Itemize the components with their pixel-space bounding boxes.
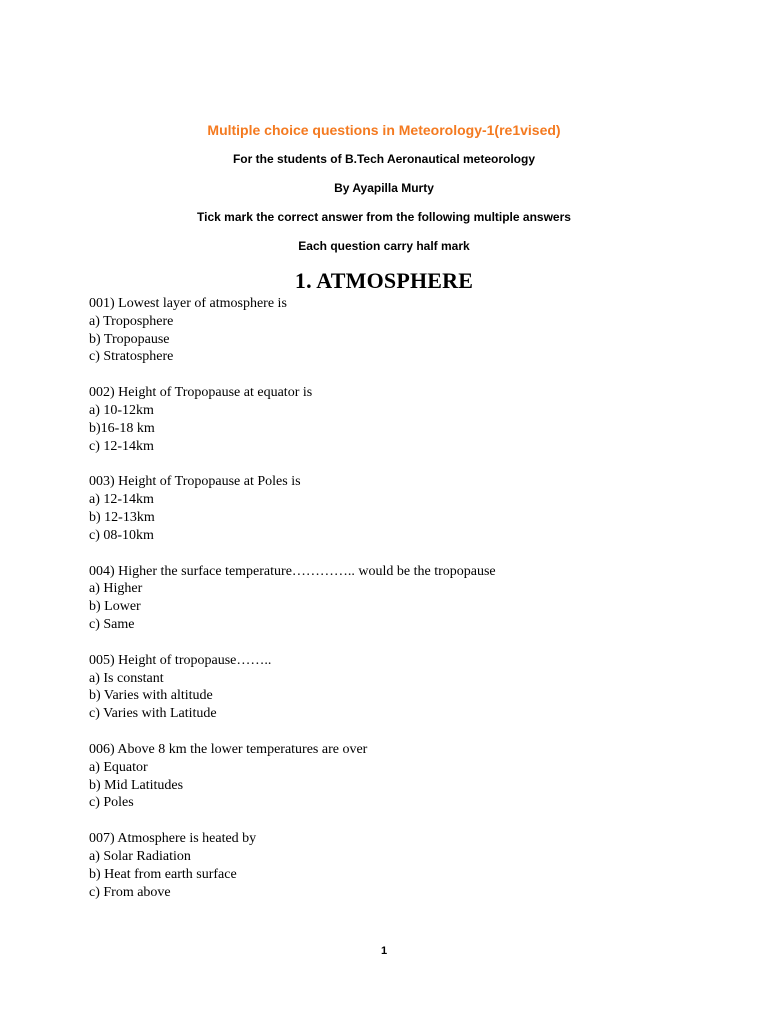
document-title: Multiple choice questions in Meteorology-1(re1vised) [207,122,561,138]
answer-option: b) Tropopause [89,331,170,347]
answer-option: c) Poles [89,795,134,811]
question-text: 005) Height of tropopause…….. [89,652,272,668]
document-subtitle: For the students of B.Tech Aeronautical meteorology [232,152,536,166]
answer-option: b) Varies with altitude [89,688,213,704]
answer-option: c) Varies with Latitude [89,706,217,722]
document-instruction: Tick mark the correct answer from the following multiple answers [197,210,571,224]
answer-option: a) 12-14km [89,492,154,508]
answer-option: b) 12-13km [89,509,155,525]
answer-option: a) 10-12km [89,402,154,418]
document-author: By Ayapilla Murty [334,181,434,195]
answer-option: a) Higher [89,581,143,597]
answer-option: b) Lower [89,599,141,615]
question-list [89,295,709,919]
question-item [89,384,709,455]
answer-option: a) Is constant [89,670,164,686]
page-number: 1 [380,945,388,957]
question-item [89,563,709,634]
answer-option: c) From above [89,884,171,900]
answer-option: b)16-18 km [89,420,155,436]
answer-option: a) Equator [89,759,148,775]
answer-option: c) 08-10km [89,527,154,543]
answer-option: c) Stratosphere [89,349,174,365]
document-marking-note: Each question carry half mark [298,239,470,253]
question-text: 001) Lowest layer of atmosphere is [89,296,287,311]
question-text: 004) Higher the surface temperature………….. would be the tropopause [89,563,496,579]
answer-option: c) Same [89,616,135,632]
answer-option: a) Solar Radiation [89,848,191,864]
section-heading: 1. ATMOSPHERE [294,268,474,293]
question-text: 003) Height of Tropopause at Poles is [89,474,301,490]
answer-option: b) Mid Latitudes [89,777,184,793]
question-item [89,295,709,366]
answer-option: a) Troposphere [89,313,174,329]
question-item [89,741,709,812]
question-item [89,830,709,901]
question-text: 002) Height of Tropopause at equator is [89,385,313,401]
question-text: 006) Above 8 km the lower temperatures are over [89,741,368,757]
question-item [89,652,709,723]
answer-option: c) 12-14km [89,438,154,454]
answer-option: b) Heat from earth surface [89,866,237,882]
question-item [89,473,709,544]
question-text: 007) Atmosphere is heated by [89,831,257,847]
